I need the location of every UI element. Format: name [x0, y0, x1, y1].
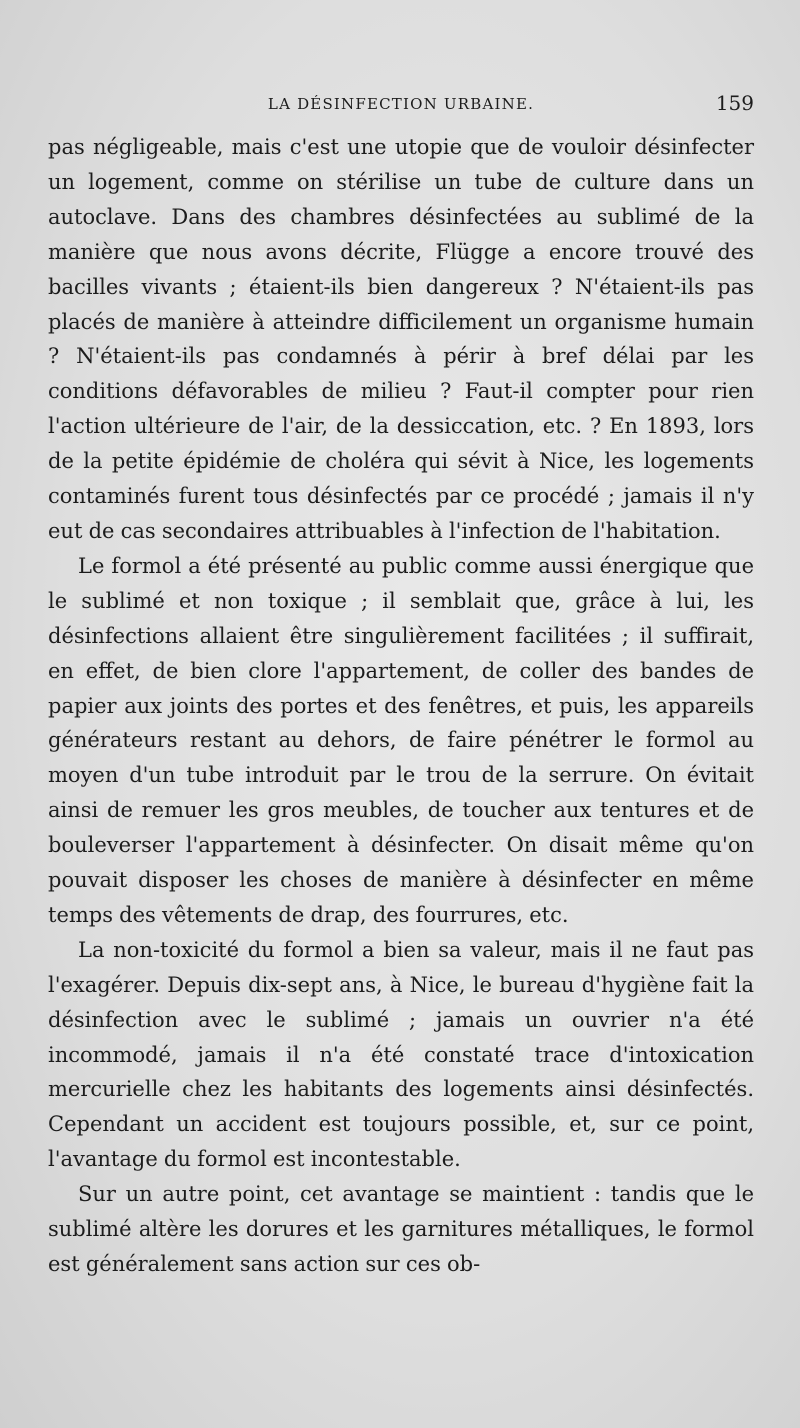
paragraph-non-toxicite: La non-toxicité du formol a bien sa valeur, mais il ne faut pas l'exagérer. Depuis dix-sept ans, à Nice, le bureau d'hygiène fait la désinfection avec le sublimé ; jamais un ouvrier n'a été incommodé, jamais il n'a été constaté trace d'intoxication mercurielle chez les habitants des logements ainsi désinfectés. Cependant un accident est toujours possible, et, sur ce point, l'avantage du formol est incontestable. [48, 937, 754, 1172]
page-number: 159 [715, 91, 754, 115]
body-text [48, 130, 754, 1282]
paragraph-formol: Le formol a été présenté au public comme aussi énergique que le sublimé et non toxique ; il semblait que, grâce à lui, les désinfections allaient être singulièrement facilitées ; il suffirait, en effet, de bien clore l'appartement, de coller des bandes de papier aux joints des portes et des fenêtres, et puis, les appareils générateurs restant au dehors, de faire pénétrer le formol au moyen d'un tube introduit par le trou de la serrure. On évitait ainsi de remuer les gros meubles, de toucher aux tentures et de bouleverser l'appartement à désinfecter. On disait même qu'on pouvait disposer les choses de manière à désinfecter en même temps des vêtements de drap, des fourrures, etc. [48, 553, 754, 927]
paragraph-continued: pas négligeable, mais c'est une utopie que de vouloir désinfecter un logement, comme on stérilise un tube de culture dans un autoclave. Dans des chambres désinfectées au sublimé de la manière que nous avons décrite, Flügge a encore trouvé des bacilles vivants ; étaient-ils bien dangereux ? N'étaient-ils pas placés de manière à atteindre difficilement un organisme humain ? N'étaient-ils pas condamnés à périr à bref délai par les conditions défavorables de milieu ? Faut-il compter pour rien l'action ultérieure de l'air, de la dessiccation, etc. ? En 1893, lors de la petite épidémie de choléra qui sévit à Nice, les logements contaminés furent tous désinfectés par ce procédé ; jamais il n'y eut de cas secondaires attribuables à l'infection de l'habitation. [48, 135, 754, 543]
page-header [48, 91, 754, 117]
running-title: LA DÉSINFECTION URBAINE. [267, 95, 535, 113]
paragraph-autre-point: Sur un autre point, cet avantage se maintient : tandis que le sublimé altère les dorures et les garnitures métalliques, le formol est généralement sans action sur ces ob- [48, 1182, 754, 1276]
